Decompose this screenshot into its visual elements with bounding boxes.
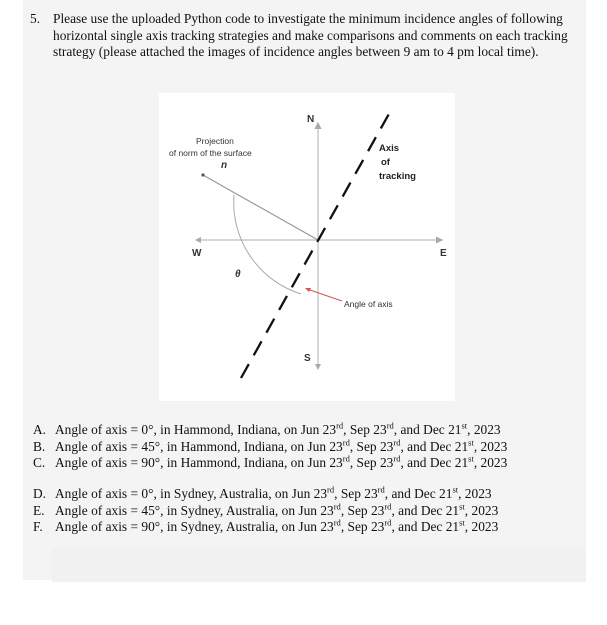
tracking-diagram	[159, 93, 455, 401]
theta-arc	[234, 195, 301, 294]
angle-of-axis-pointer	[307, 289, 342, 301]
theta-symbol: θ	[235, 269, 241, 280]
axis-label-line2: of	[381, 157, 390, 168]
west-arrow-head	[195, 237, 201, 243]
question-text: Please use the uploaded Python code to investigate the minimum incidence angles of following horizontal single axis tracking strategies and make comparisons and comments on each tracking strategy (please attached the images of incidence angles between 9 am to 4 pm local time).	[53, 11, 568, 60]
south-label: S	[304, 353, 311, 364]
options-sydney	[33, 486, 593, 536]
question-5	[30, 11, 590, 61]
normal-projection-line	[203, 175, 318, 240]
option-e: E. Angle of axis = 45°, in Sydney, Australia, on Jun 23rd, Sep 23rd, and Dec 21st, 2023	[33, 501, 499, 518]
north-label: N	[307, 114, 315, 125]
tracking-axis-line	[241, 112, 390, 378]
option-a: A. Angle of axis = 0°, in Hammond, Indiana, on Jun 23rd, Sep 23rd, and Dec 21st, 2023	[33, 420, 501, 437]
east-label: E	[440, 248, 447, 259]
option-c: C. Angle of axis = 90°, in Hammond, Indiana, on Jun 23rd, Sep 23rd, and Dec 21st, 2023	[33, 453, 508, 470]
tracking-diagram-svg	[159, 93, 455, 401]
normal-symbol: n	[221, 160, 228, 171]
option-b: B. Angle of axis = 45°, in Hammond, Indiana, on Jun 23rd, Sep 23rd, and Dec 21st, 2023	[33, 437, 508, 454]
angle-of-axis-label: Angle of axis	[344, 299, 393, 309]
question-number: 5.	[30, 11, 41, 26]
projection-label-line1: Projection	[196, 136, 234, 146]
projection-label-line2: of norm of the surface	[169, 148, 252, 158]
south-arrow-head	[315, 364, 321, 370]
west-label: W	[192, 248, 202, 259]
option-d: D. Angle of axis = 0°, in Sydney, Australia, on Jun 23rd, Sep 23rd, and Dec 21st, 2023	[33, 484, 492, 501]
option-f: F. Angle of axis = 90°, in Sydney, Australia, on Jun 23rd, Sep 23rd, and Dec 21st, 2023	[33, 517, 499, 534]
options-hammond	[33, 422, 593, 472]
axis-label-line3: tracking	[379, 171, 416, 182]
content-panel-lower	[52, 548, 586, 582]
axis-label-line1: Axis	[379, 143, 400, 154]
normal-endpoint	[201, 173, 204, 176]
